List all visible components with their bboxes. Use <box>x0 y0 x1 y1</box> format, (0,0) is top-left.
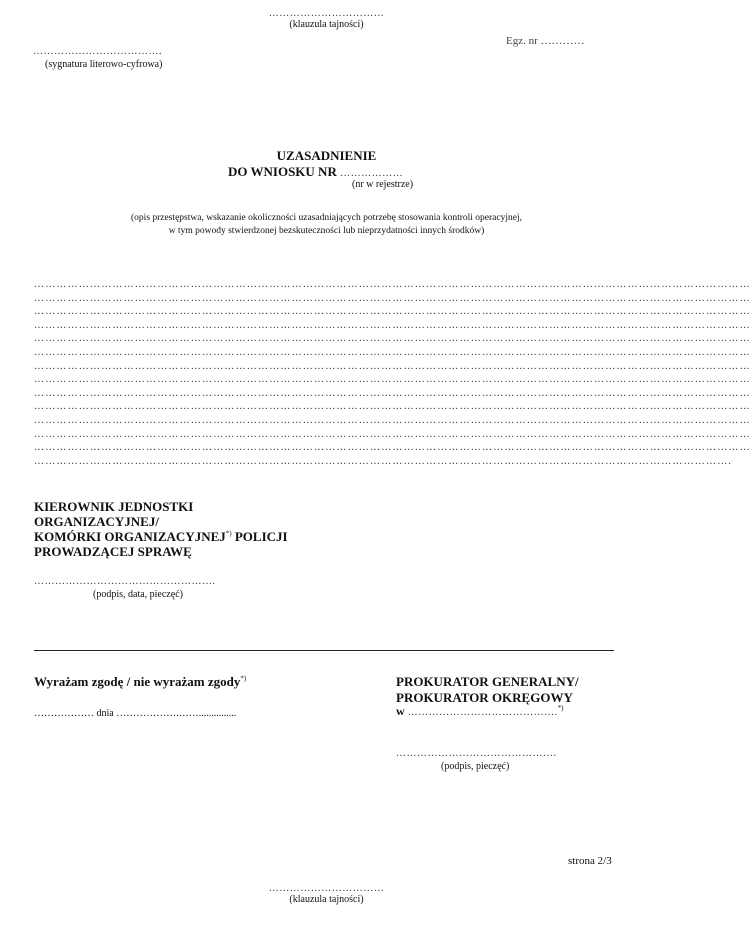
document-title: UZASADNIENIE <box>276 148 377 163</box>
footnote-marker: *) <box>557 704 564 712</box>
prosecutor-line-1: PROKURATOR GENERALNY/ <box>396 674 579 689</box>
classification-dots: …………………………… <box>268 8 385 19</box>
fill-line: ………………………………………………………………………………………………………………………………………………………………………… <box>34 333 751 345</box>
signature-dots: ………………………………. <box>33 46 162 57</box>
fill-line: ………………………………………………………………………………………………………………………………………………………………………… <box>34 387 751 399</box>
footnote-marker: *) <box>225 529 232 538</box>
unit-head-line-4: PROWADZĄCEJ SPRAWĘ <box>34 544 192 559</box>
consent-text: Wyrażam zgodę / nie wyrażam zgody <box>34 674 241 689</box>
fill-line: ………………………………………………………………………………………………………………………………………………………………………… <box>34 401 751 413</box>
page-number: strona 2/3 <box>568 855 612 867</box>
description-line-1: (opis przestępstwa, wskazanie okoliczności uzasadniających potrzebę stosowania kontroli operacyjnej, <box>131 213 522 223</box>
top-classification <box>0 8 653 30</box>
register-label: (nr w rejestrze) <box>352 179 414 190</box>
prosecutor-signature-label: (podpis, pieczęć) <box>441 761 510 772</box>
fill-line: ………………………………………………………………………………………………………………………………………………………………………… <box>34 279 751 290</box>
prosecutor-w-prefix: w <box>396 704 405 718</box>
unit-head-line-1: KIEROWNIK JEDNOSTKI <box>34 499 194 514</box>
prosecutor-location-dots: ……………………………………. <box>407 707 558 718</box>
classification-label: (klauzula tajności) <box>289 894 364 905</box>
unit-head-block <box>34 499 288 559</box>
fill-line: ………………………………………………………………………………………………………………………………………………………………………… <box>34 374 751 386</box>
fill-line: ………………………………………………………………………………………………………………………………………………………………………… <box>34 292 751 304</box>
signature-label: (sygnatura literowo-cyfrowa) <box>45 59 163 70</box>
footnote-marker: *) <box>240 674 247 683</box>
request-number-dots: ……………… <box>340 168 404 179</box>
consent-date-line: ……………… dnia ……………….……............... <box>34 708 237 719</box>
description-line-2: w tym powody stwierdzonej bezskuteczności lub nieprzydatności innych środków) <box>168 226 485 236</box>
prosecutor-signature-dots: ………………………………………. <box>396 748 557 759</box>
classification-label: (klauzula tajności) <box>289 19 364 30</box>
fill-line: ……………………………………………………………………………………………………………………………………………………………………. <box>34 455 733 467</box>
fill-line: ………………………………………………………………………………………………………………………………………………………………………… <box>34 306 751 318</box>
unit-head-line-3b: POLICJI <box>231 529 288 544</box>
unit-head-line-2: ORGANIZACYJNEJ/ <box>34 514 159 529</box>
description-instructions <box>0 212 653 238</box>
prosecutor-line-2: PROKURATOR OKRĘGOWY <box>396 690 573 705</box>
fill-line: ………………………………………………………………………………………………………………………………………………………………………… <box>34 442 751 454</box>
prosecutor-block <box>396 674 579 706</box>
fill-line: ………………………………………………………………………………………………………………………………………………………………………… <box>34 360 751 372</box>
unit-head-signature-dots: ……………………………………………. <box>34 576 216 587</box>
unit-head-line-3a: KOMÓRKI ORGANIZACYJNEJ <box>34 529 226 544</box>
bottom-classification <box>0 883 653 905</box>
unit-head-signature-label: (podpis, data, pieczęć) <box>93 589 183 600</box>
fill-line: ………………………………………………………………………………………………………………………………………………………………………… <box>34 414 751 426</box>
classification-dots: …………………………… <box>268 883 385 894</box>
justification-fill-area[interactable] <box>34 278 751 468</box>
section-divider <box>34 650 614 651</box>
consent-statement <box>34 674 246 690</box>
copy-number: Egz. nr ………… <box>506 35 585 47</box>
fill-line: ………………………………………………………………………………………………………………………………………………………………………… <box>34 428 751 440</box>
prosecutor-location-line <box>396 704 564 719</box>
unit-head-line-3 <box>34 529 288 544</box>
fill-line: ………………………………………………………………………………………………………………………………………………………………………… <box>34 346 751 358</box>
request-number-label: DO WNIOSKU NR <box>228 164 337 179</box>
fill-line: ………………………………………………………………………………………………………………………………………………………………………… <box>34 319 751 331</box>
request-number-line <box>228 164 403 180</box>
